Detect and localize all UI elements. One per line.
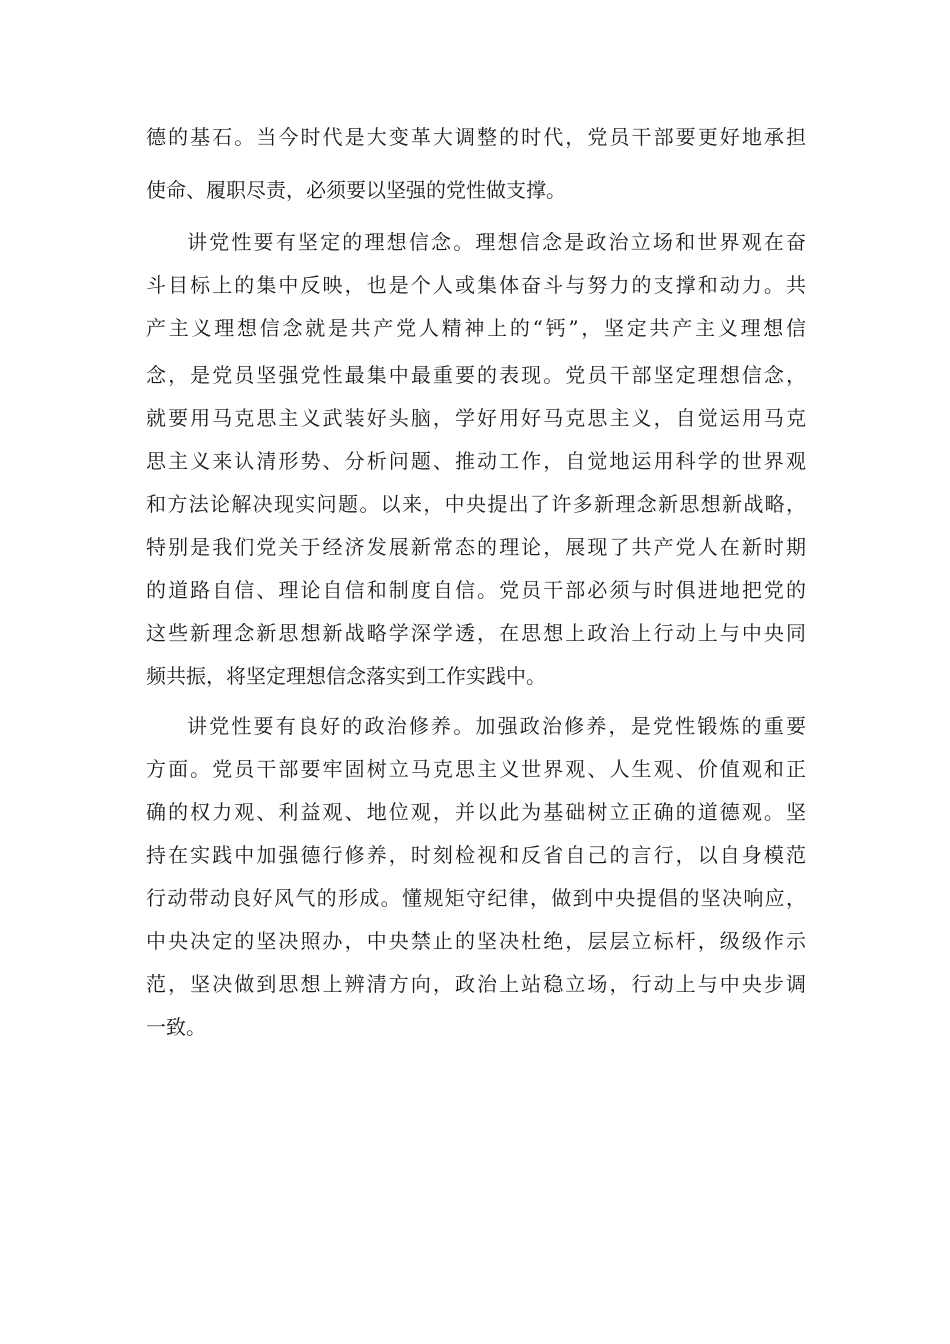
paragraph-3-line-3: 确的权力观、利益观、地位观，并以此为基础树立正确的道德观。坚 — [146, 800, 806, 824]
paragraph-2-line-4: 念，是党员坚强党性最集中最重要的表现。党员干部坚定理想信念， — [146, 363, 806, 387]
paragraph-2-line-11: 频共振，将坚定理想信念落实到工作实践中。 — [146, 664, 546, 688]
paragraph-2-line-8: 特别是我们党关于经济发展新常态的理论，展现了共产党人在新时期 — [146, 535, 806, 559]
paragraph-3-line-6: 中央决定的坚决照办，中央禁止的坚决杜绝，层层立标杆，级级作示 — [146, 929, 806, 953]
paragraph-2-line-10: 这些新理念新思想新战略学深学透，在思想上政治上行动上与中央同 — [146, 621, 806, 645]
paragraph-2-line-2: 斗目标上的集中反映，也是个人或集体奋斗与努力的支撑和动力。共 — [146, 273, 806, 297]
paragraph-3-line-8: 一致。 — [146, 1015, 206, 1039]
paragraph-2-line-9: 的道路自信、理论自信和制度自信。党员干部必须与时俱进地把党的 — [146, 578, 806, 602]
paragraph-1-line-2: 使命、履职尽责，必须要以坚强的党性做支撑。 — [146, 178, 566, 202]
paragraph-2-line-5: 就要用马克思主义武装好头脑，学好用好马克思主义，自觉运用马克 — [146, 406, 806, 430]
paragraph-2-line-7: 和方法论解决现实问题。以来，中央提出了许多新理念新思想新战略， — [146, 492, 806, 516]
paragraph-3-line-5: 行动带动良好风气的形成。懂规矩守纪律，做到中央提倡的坚决响应， — [146, 886, 806, 910]
paragraph-2-line-6: 思主义来认清形势、分析问题、推动工作，自觉地运用科学的世界观 — [146, 449, 806, 473]
paragraph-3-line-1: 讲党性要有良好的政治修养。加强政治修养，是党性锻炼的重要 — [187, 714, 806, 738]
paragraph-2-line-3: 产主义理想信念就是共产党人精神上的“钙”，坚定共产主义理想信 — [146, 316, 806, 340]
paragraph-3-line-7: 范，坚决做到思想上辨清方向，政治上站稳立场，行动上与中央步调 — [146, 972, 806, 996]
paragraph-1-line-1: 德的基石。当今时代是大变革大调整的时代，党员干部要更好地承担 — [146, 125, 806, 149]
paragraph-3-line-2: 方面。党员干部要牢固树立马克思主义世界观、人生观、价值观和正 — [146, 757, 806, 781]
paragraph-2-line-1: 讲党性要有坚定的理想信念。理想信念是政治立场和世界观在奋 — [187, 230, 806, 254]
paragraph-3-line-4: 持在实践中加强德行修养，时刻检视和反省自己的言行，以自身模范 — [146, 843, 806, 867]
